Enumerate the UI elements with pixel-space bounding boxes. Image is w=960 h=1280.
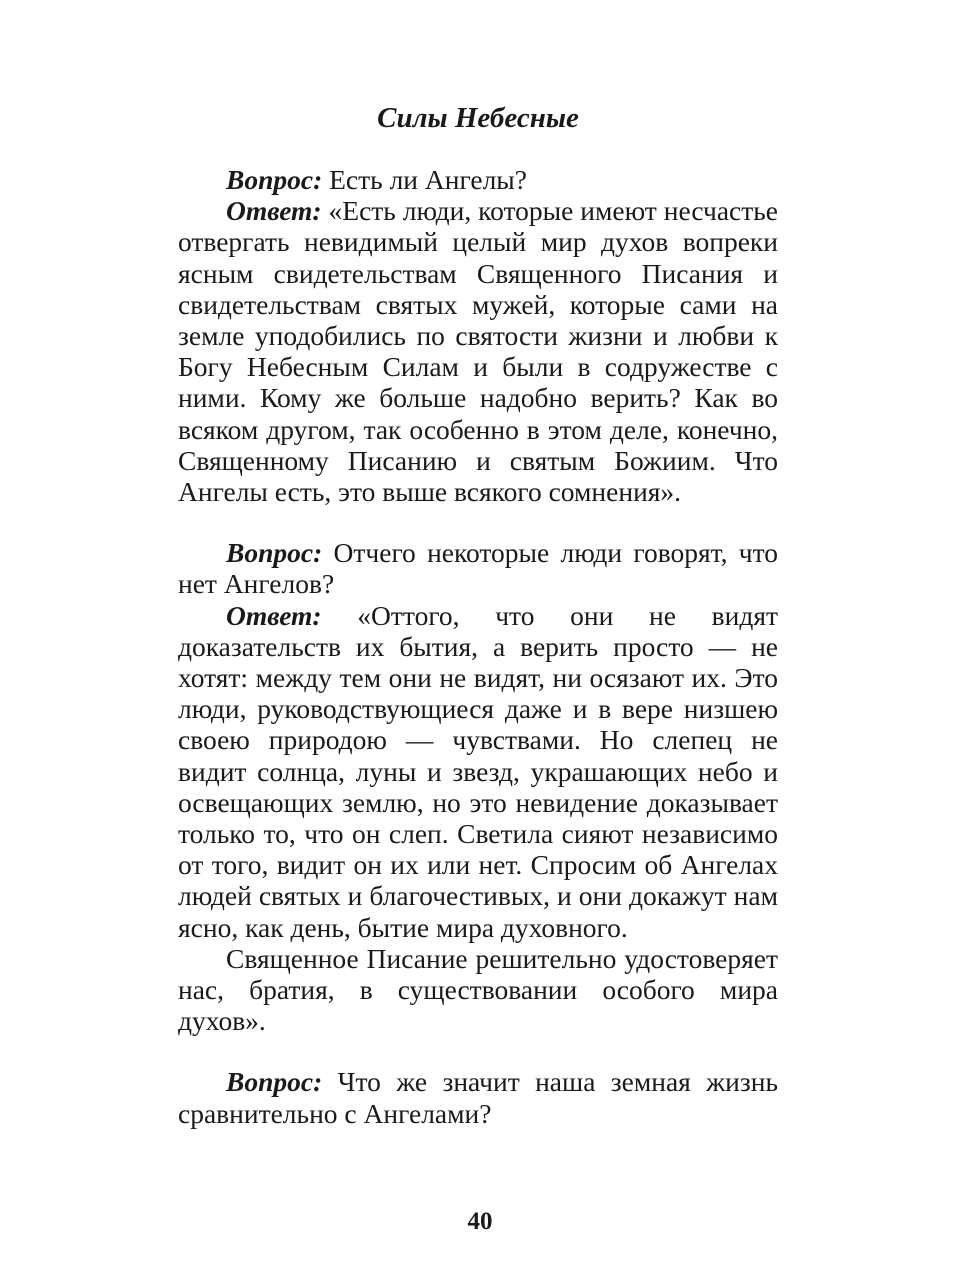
- answer-label: Ответ:: [226, 195, 322, 227]
- question-1: [178, 164, 778, 195]
- answer-2-continued: Священное Писание решительно удостоверяет нас, братия, в существовании особого мира духов».: [178, 942, 778, 1037]
- answer-2: [178, 600, 778, 943]
- question-2: [178, 537, 778, 599]
- question-text: Есть ли Ангелы?: [329, 164, 527, 195]
- answer-text: «Оттого, что они не видят доказательств их бытия, а верить просто — не хотят: между тем они не видят, ни осязают их. Это люди, руководствующиеся даже и в вере низшею своею природою — чувствами. Но слепец не видит солнца, луны и звезд, украшающих небо и освещающих землю, но это невидение доказывает только то, что он слеп. Светила сияют независимо от того, видит он их или нет. Спросим об Ангелах людей святых и благочестивых, и они докажут нам ясно, как день, бытие мира духовного.: [178, 599, 778, 943]
- answer-text: «Есть люди, которые имеют несчастье отвергать невидимый целый мир духов вопреки ясным свидетельствам Священного Писания и свидетельствам святых мужей, которые сами на земле уподобились по святости жизни и любви к Богу Небесным Силам и были в содружестве с ними. Кому же больше надобно верить? Как во всяком другом, так особенно в этом деле, конечно, Священному Писанию и святым Божиим. Что Ангелы есть, это выше всякого сомнения».: [178, 195, 778, 508]
- question-text: Отчего некоторые люди говорят, что нет Ангелов?: [178, 537, 778, 600]
- question-label: Вопрос:: [226, 1066, 323, 1098]
- answer-1: [178, 195, 778, 507]
- page-title: Силы Небесные: [377, 102, 579, 134]
- answer-label: Ответ:: [226, 599, 322, 631]
- question-3: [178, 1066, 778, 1128]
- question-label: Вопрос:: [226, 164, 323, 195]
- question-text: Что же значит наша земная жизнь сравнительно с Ангелами?: [178, 1066, 779, 1129]
- page-number: 40: [467, 1208, 493, 1235]
- question-label: Вопрос:: [226, 537, 323, 569]
- text-block: [178, 100, 778, 1129]
